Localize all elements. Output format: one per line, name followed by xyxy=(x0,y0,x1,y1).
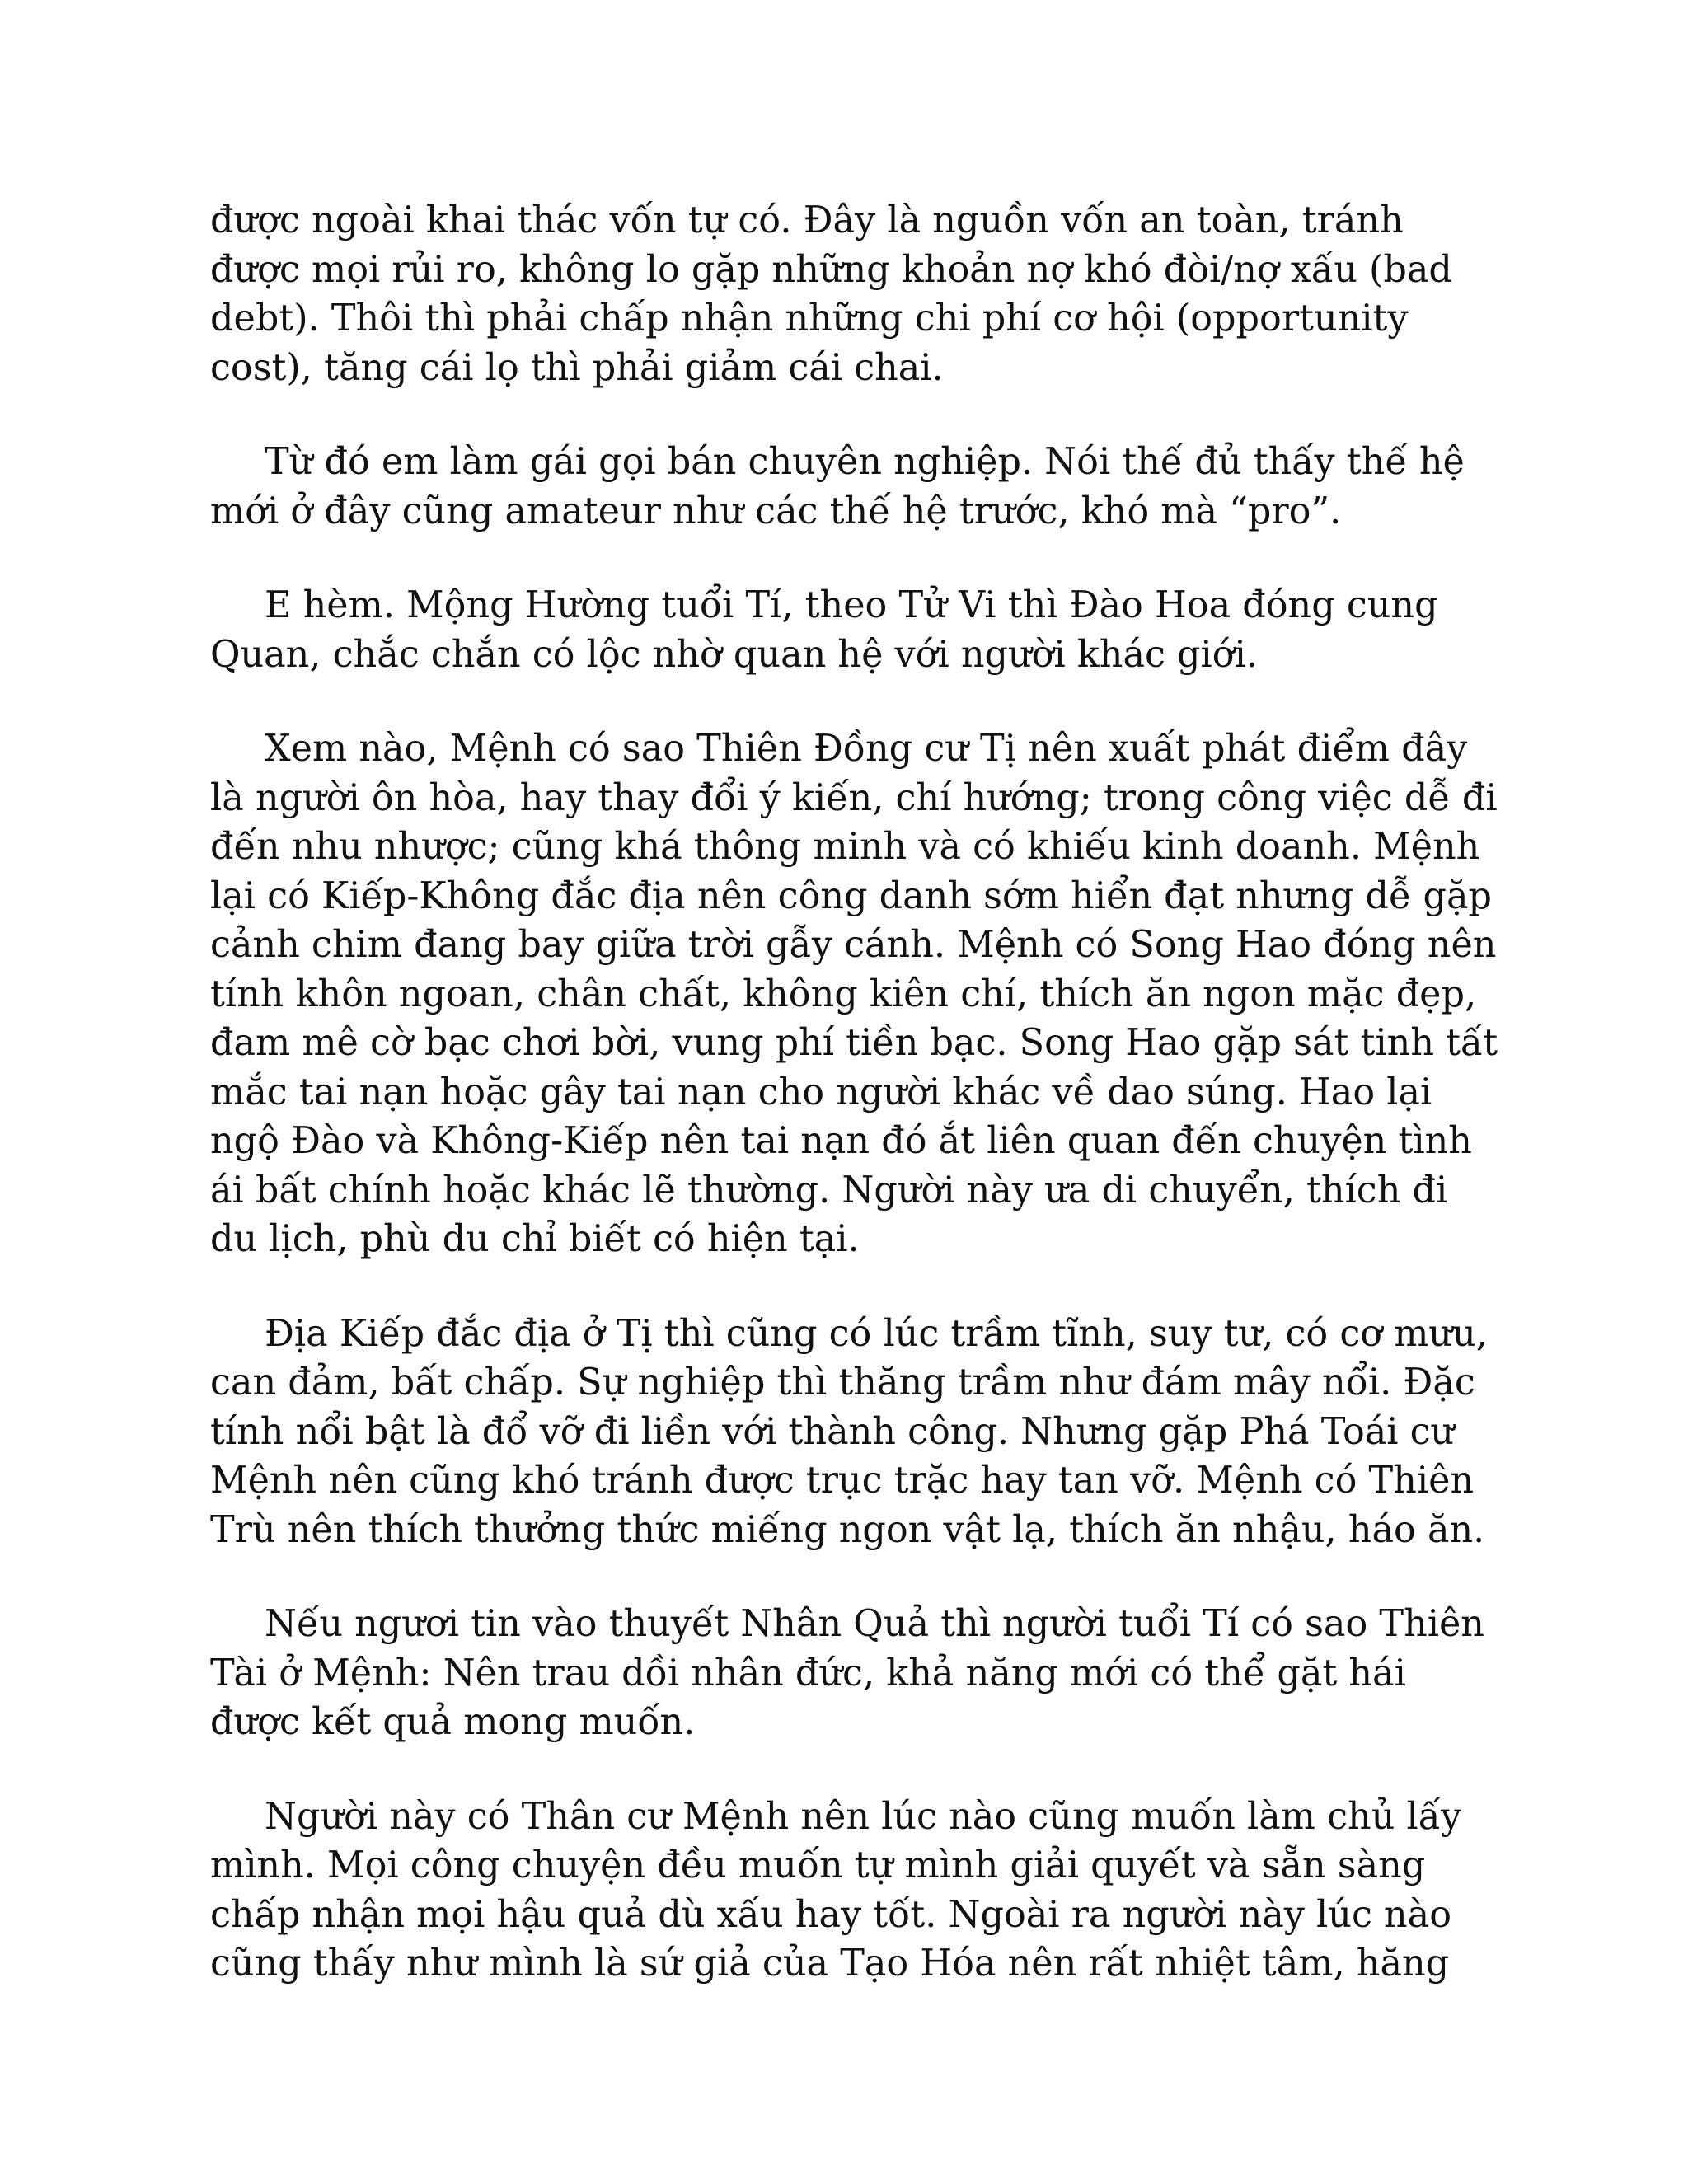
text-line: tính khôn ngoan, chân chất, không kiên chí, thích ăn ngon mặc đẹp, xyxy=(210,972,1477,1015)
text-line: cảnh chim đang bay giữa trời gẫy cánh. Mệnh có Song Hao đóng nên xyxy=(210,924,1497,966)
text-line: được ngoài khai thác vốn tự có. Đây là nguồn vốn an toàn, tránh xyxy=(210,199,1404,241)
paragraph-6 xyxy=(210,1600,1496,1747)
text-line: mới ở đây cũng amateur như các thế hệ trước, khó mà “pro”. xyxy=(210,490,1342,532)
document-page xyxy=(210,196,1496,2034)
text-line: Nếu ngươi tin vào thuyết Nhân Quả thì người tuổi Tí có sao Thiên xyxy=(265,1603,1484,1645)
paragraph-2 xyxy=(210,438,1496,536)
text-line: ái bất chính hoặc khác lẽ thường. Người này ưa di chuyển, thích đi xyxy=(210,1169,1448,1212)
text-line: đến nhu nhược; cũng khá thông minh và có khiếu kinh doanh. Mệnh xyxy=(210,826,1480,868)
text-line: Quan, chắc chắn có lộc nhờ quan hệ với người khác giới. xyxy=(210,633,1258,676)
text-line: Người này có Thân cư Mệnh nên lúc nào cũng muốn làm chủ lấy xyxy=(265,1795,1462,1838)
text-line: debt). Thôi thì phải chấp nhận những chi phí cơ hội (opportunity xyxy=(210,298,1409,340)
paragraph-1 xyxy=(210,196,1496,392)
text-line: Xem nào, Mệnh có sao Thiên Đồng cư Tị nên xuất phát điểm đây xyxy=(265,728,1468,770)
text-line: can đảm, bất chấp. Sự nghiệp thì thăng trầm như đám mây nổi. Đặc xyxy=(210,1361,1475,1404)
paragraph-4 xyxy=(210,724,1496,1264)
text-line: được mọi rủi ro, không lo gặp những khoản nợ khó đòi/nợ xấu (bad xyxy=(210,248,1452,291)
text-line: E hèm. Mộng Hường tuổi Tí, theo Tử Vi thì Đào Hoa đóng cung xyxy=(265,584,1438,626)
text-line: đam mê cờ bạc chơi bời, vung phí tiền bạc. Song Hao gặp sát tinh tất xyxy=(210,1022,1498,1064)
text-line: cũng thấy như mình là sứ giả của Tạo Hóa nên rất nhiệt tâm, hăng xyxy=(210,1943,1450,1985)
text-line: mình. Mọi công chuyện đều muốn tự mình giải quyết và sẵn sàng xyxy=(210,1844,1426,1886)
text-line: Mệnh nên cũng khó tránh được trục trặc hay tan vỡ. Mệnh có Thiên xyxy=(210,1460,1475,1502)
text-line: du lịch, phù du chỉ biết có hiện tại. xyxy=(210,1218,860,1260)
text-line: mắc tai nạn hoặc gây tai nạn cho người khác về dao súng. Hao lại xyxy=(210,1071,1432,1113)
text-line: Từ đó em làm gái gọi bán chuyên nghiệp. Nói thế đủ thấy thế hệ xyxy=(265,441,1465,483)
text-line: Trù nên thích thưởng thức miếng ngon vật lạ, thích ăn nhậu, háo ăn. xyxy=(210,1508,1485,1551)
text-line: chấp nhận mọi hậu quả dù xấu hay tốt. Ngoài ra người này lúc nào xyxy=(210,1893,1452,1936)
text-line: tính nổi bật là đổ vỡ đi liền với thành công. Nhưng gặp Phá Toái cư xyxy=(210,1410,1455,1453)
text-line: cost), tăng cái lọ thì phải giảm cái chai. xyxy=(210,346,944,389)
text-line: Tài ở Mệnh: Nên trau dồi nhân đức, khả năng mới có thể gặt hái xyxy=(210,1652,1406,1694)
paragraph-3 xyxy=(210,581,1496,679)
text-line: ngộ Đào và Không-Kiếp nên tai nạn đó ắt liên quan đến chuyện tình xyxy=(210,1120,1472,1162)
text-line: Địa Kiếp đắc địa ở Tị thì cũng có lúc trầm tĩnh, suy tư, có cơ mưu, xyxy=(265,1312,1488,1355)
text-line: lại có Kiếp-Không đắc địa nên công danh sớm hiển đạt nhưng dễ gặp xyxy=(210,874,1493,917)
text-line: được kết quả mong muốn. xyxy=(210,1701,696,1743)
paragraph-5 xyxy=(210,1310,1496,1555)
paragraph-7 xyxy=(210,1793,1496,1989)
text-line: là người ôn hòa, hay thay đổi ý kiến, chí hướng; trong công việc dễ đi xyxy=(210,776,1498,819)
